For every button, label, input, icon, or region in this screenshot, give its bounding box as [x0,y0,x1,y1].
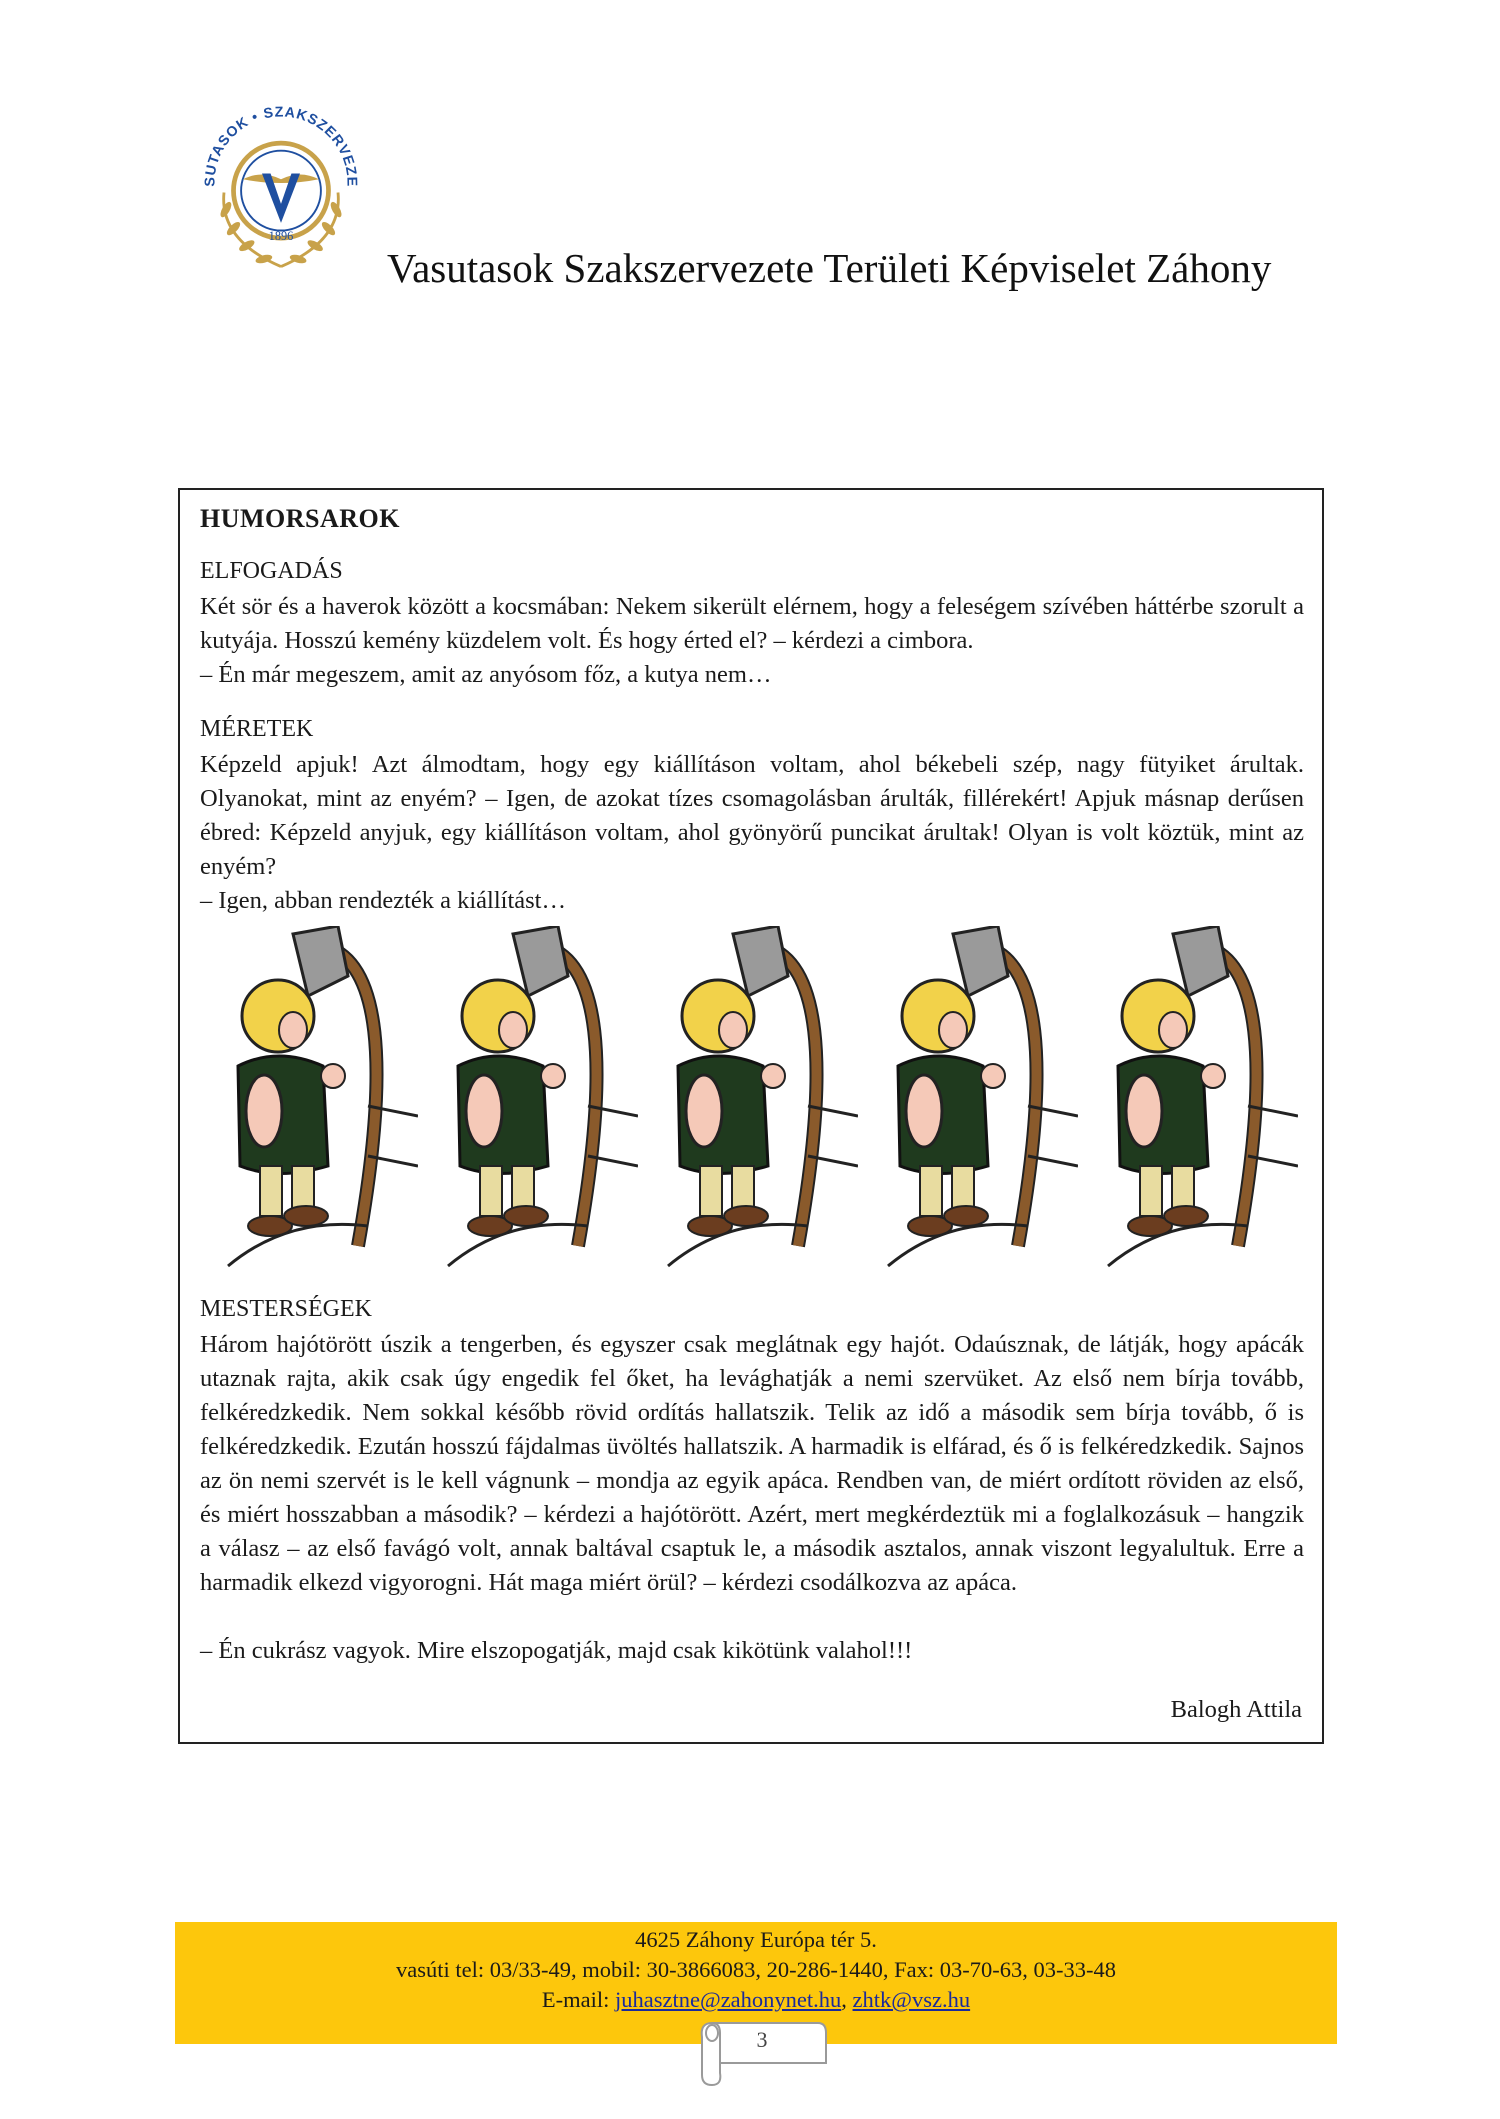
cartoon-illustration [1088,926,1298,1276]
section-text-elfogadas: Két sör és a haverok között a kocsmában: Nekem sikerült elérnem, hogy a feleségem szívében háttérbe szorult a kutyája. Hosszú kemény küzdelem volt. És hogy érted el? – kérdezi a cimbora. [200,593,1304,654]
author-signature: Balogh Attila [1170,1696,1302,1723]
page-number: 3 [756,2027,768,2052]
section-text-meretek: Képzeld apjuk! Azt álmodtam, hogy egy kiállításon voltam, ahol békebeli szép, nagy fütyiket árultak. Olyanokat, mint az enyém? – Igen, de azokat tízes csomagolásban árulták, fillérekért! Apjuk másnap derűsen ébred: Képzeld anyjuk, egy kiállításon voltam, ahol gyönyörű puncikat árultak! Olyan is volt köztük, mint az enyém? [200,751,1304,880]
box-title: HUMORSAROK [200,504,400,533]
email-link-zhtk[interactable]: zhtk@vsz.hu [852,1987,971,2012]
footer-email-line [175,1985,1337,2015]
cartoon-illustration [648,926,858,1276]
cartoon-illustration [428,926,638,1276]
footer-email-label: E-mail: [541,1987,610,2012]
section-heading-meretek: MÉRETEK [200,716,314,742]
footer-address: 4625 Záhony Európa tér 5. [635,1927,877,1952]
section-punchline-elfogadas: – Én már megeszem, amit az anyósom főz, a kutya nem… [200,661,772,688]
section-heading-elfogadas: ELFOGADÁS [200,558,343,584]
cartoon-illustration [208,926,418,1276]
svg-text:VASUTASOK • SZAKSZERVEZETE: SUTASOK • SZAKSZERVEZE [202,104,360,188]
section-punchline-mestersegek: – Én cukrász vagyok. Mire elszopogatják, majd csak kikötünk valahol!!! [200,1637,913,1664]
cartoon-row [208,926,1298,1276]
union-logo [186,88,376,278]
section-heading-mestersegek: MESTERSÉGEK [200,1296,373,1322]
organization-title: Vasutasok Szakszervezete Területi Képviselet Záhony [387,245,1272,291]
section-punchline-meretek: – Igen, abban rendezték a kiállítást… [200,887,566,914]
email-link-juhasztne[interactable]: juhasztne@zahonynet.hu [615,1987,842,2012]
union-emblem-icon [186,88,376,278]
humor-box [178,488,1324,1744]
footer-phones: vasúti tel: 03/33-49, mobil: 30-3866083, 20-286-1440, Fax: 03-70-63, 03-33-48 [396,1957,1116,1982]
cartoon-illustration [868,926,1078,1276]
logo-year: 1896 [268,229,294,243]
email-separator: , [841,1987,847,2012]
section-text-mestersegek: Három hajótörött úszik a tengerben, és egyszer csak meglátnak egy hajót. Odaúsznak, de látják, hogy apácák utaznak rajta, akik csak úgy engedik fel őket, ha levághatják a nemi szervüket. Az első nem bírja tovább, felkéredzkedik. Nem sokkal később rövid ordítás hallatszik. Telik az idő a második sem bírja tovább, ő is felkéredzkedik. Ezután hosszú fájdalmas üvöltés hallatszik. A harmadik is elfárad, és ő is felkéredzkedik. Sajnos az ön nemi szervét is le kell vágnunk – mondja az egyik apáca. Rendben van, de miért ordított röviden az első, és miért hosszabban a második? – kérdezi a hajótörött. Azért, mert megkérdeztük mi a foglalkozásuk – hangzik a válasz – az első favágó volt, annak baltával csaptuk le, a második asztalos, annak viszont legyalultuk. Erre a harmadik elkezd vigyorogni. Hát maga miért örül? – kérdezi csodálkozva az apáca. [200,1331,1304,1596]
